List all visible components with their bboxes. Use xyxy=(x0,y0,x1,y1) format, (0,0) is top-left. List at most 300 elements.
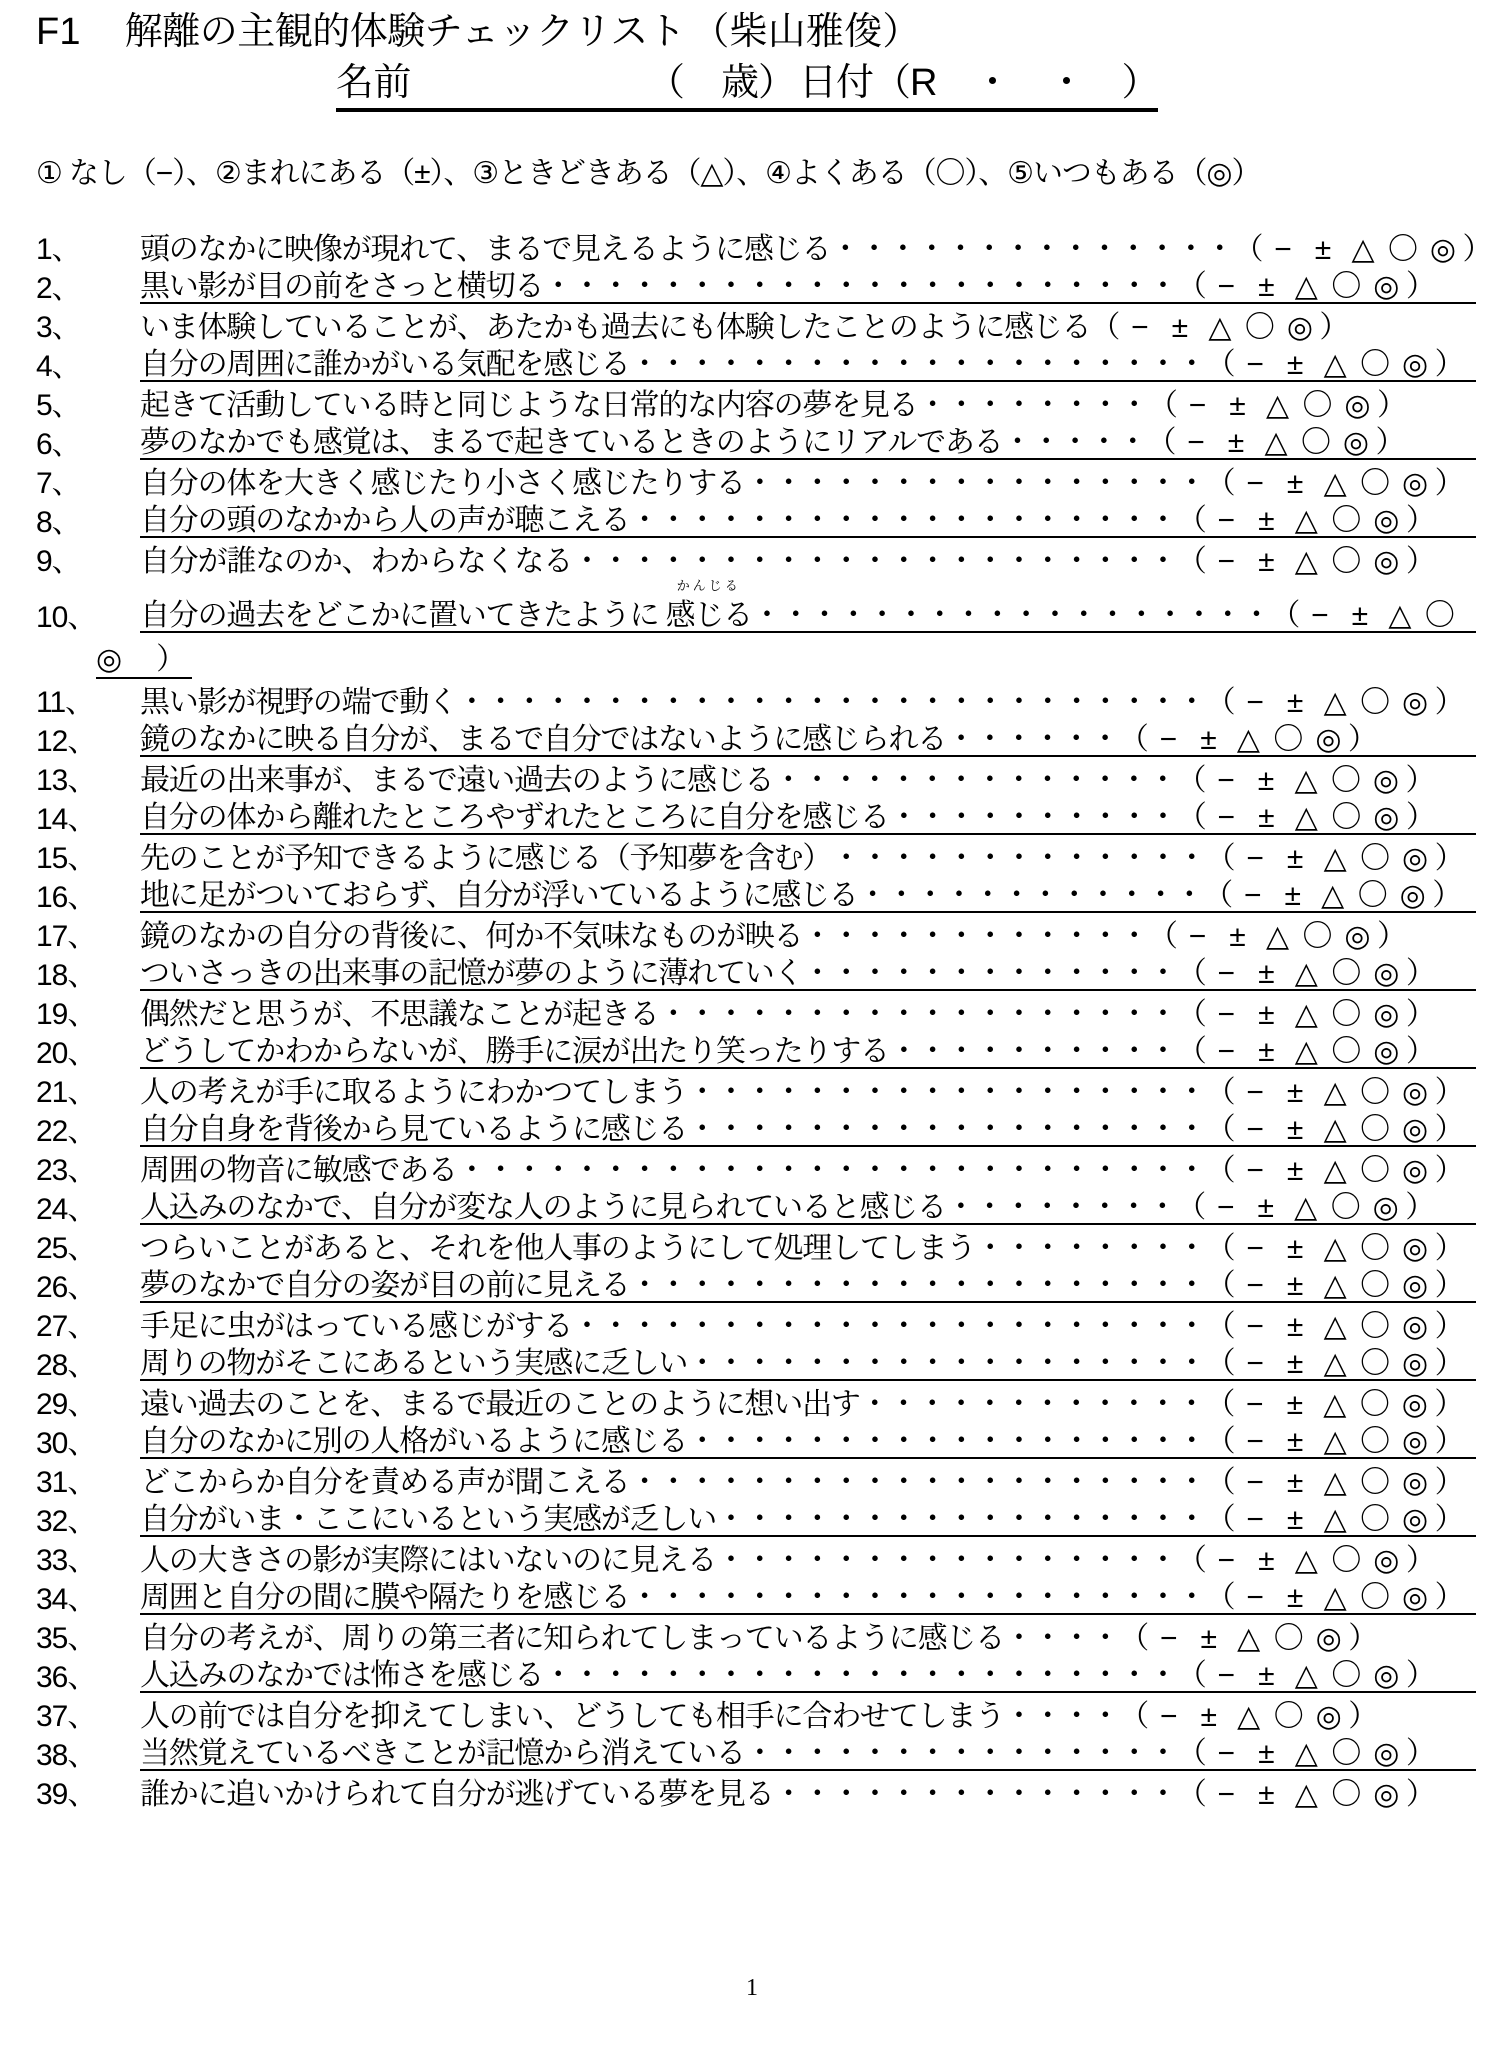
item-statement: いま体験していることが、あたかも過去にも体験したことのように感じる xyxy=(140,311,1091,345)
rating-option-4[interactable]: 〇 xyxy=(1360,686,1390,720)
rating-option-1[interactable]: − xyxy=(1246,842,1263,876)
rating-option-2[interactable]: ± xyxy=(1286,1113,1303,1147)
rating-option-3[interactable]: △ xyxy=(1294,1778,1317,1812)
rating-option-4[interactable]: 〇 xyxy=(1360,348,1390,382)
rating-option-4[interactable]: 〇 xyxy=(1360,1269,1390,1303)
scale-open-paren: （ xyxy=(1176,764,1206,798)
rating-option-3[interactable]: △ xyxy=(1265,389,1289,423)
rating-option-3[interactable]: △ xyxy=(1294,270,1317,304)
rating-option-4[interactable]: 〇 xyxy=(1360,842,1390,876)
rating-option-2[interactable]: ± xyxy=(1258,545,1274,579)
item-body xyxy=(140,1271,1476,1303)
date-field[interactable]: 日付（R ・ ・ ） xyxy=(799,61,1159,104)
rating-option-3[interactable]: △ xyxy=(1294,801,1317,835)
rating-option-3[interactable]: △ xyxy=(1236,723,1259,757)
rating-option-4[interactable]: 〇 xyxy=(1301,426,1330,460)
item-statement: 自分の考えが、周りの第三者に知られてしまっているように感じる xyxy=(140,1622,1004,1656)
rating-option-4[interactable]: 〇 xyxy=(1331,764,1361,798)
rating-option-5[interactable]: ◎ xyxy=(1373,1659,1399,1693)
rating-option-5[interactable]: ◎ xyxy=(1402,1113,1428,1147)
rating-option-4[interactable]: 〇 xyxy=(1330,1191,1360,1225)
rating-option-1[interactable]: − xyxy=(1246,348,1263,382)
rating-option-2[interactable]: ± xyxy=(1171,311,1188,345)
item-body xyxy=(140,235,1492,265)
rating-option-2[interactable]: ± xyxy=(1351,599,1368,633)
rating-option-2[interactable]: ± xyxy=(1258,1737,1274,1771)
item-number: 26、 xyxy=(36,1271,97,1305)
rating-option-5[interactable]: ◎ xyxy=(1315,1700,1341,1734)
rating-option-5[interactable]: ◎ xyxy=(1402,1269,1428,1303)
rating-option-1[interactable]: − xyxy=(1246,1076,1263,1110)
item-statement: 手足に虫がはっている感じがする xyxy=(140,1310,572,1344)
rating-option-3[interactable]: △ xyxy=(1323,348,1346,382)
rating-option-2[interactable]: ± xyxy=(1229,389,1245,423)
scale-open-paren: （ xyxy=(1176,1544,1206,1578)
rating-option-2[interactable]: ± xyxy=(1200,1622,1216,1656)
rating-option-4[interactable]: 〇 xyxy=(1360,1076,1390,1110)
rating-option-4[interactable]: 〇 xyxy=(1331,1035,1361,1069)
checklist-item xyxy=(36,952,1476,991)
item-number: 12、 xyxy=(36,725,97,759)
leader-dots: ・・・・・・・・・・・・・・・・・・・・ xyxy=(629,1466,1206,1500)
rating-option-3[interactable]: △ xyxy=(1323,1269,1346,1303)
item-number: 35、 xyxy=(36,1622,97,1656)
rating-option-1[interactable]: − xyxy=(1217,1544,1235,1578)
rating-option-2[interactable]: ± xyxy=(1286,686,1303,720)
rating-option-4[interactable]: 〇 xyxy=(1388,233,1418,267)
rating-option-4[interactable]: 〇 xyxy=(1360,1232,1390,1266)
rating-option-5[interactable]: ◎ xyxy=(1399,879,1425,913)
rating-option-2[interactable]: ± xyxy=(1258,1659,1274,1693)
rating-option-3[interactable]: △ xyxy=(1294,1737,1317,1771)
item-statement: 周囲と自分の間に膜や隔たりを感じる xyxy=(140,1581,630,1615)
rating-option-5[interactable]: ◎ xyxy=(1286,311,1312,345)
rating-option-5[interactable]: ◎ xyxy=(1373,1035,1399,1069)
rating-option-1[interactable]: − xyxy=(1131,311,1148,345)
rating-scale xyxy=(1177,1546,1435,1576)
scale-close-paren: ） xyxy=(1348,1700,1378,1734)
item-body xyxy=(140,1115,1476,1147)
rating-option-1[interactable]: − xyxy=(1187,426,1204,460)
rating-option-4[interactable]: 〇 xyxy=(1360,1466,1390,1500)
checklist-item xyxy=(36,1654,1476,1693)
item-number: 25、 xyxy=(36,1232,97,1266)
rating-option-1[interactable]: − xyxy=(1217,1737,1235,1771)
rating-option-4[interactable]: 〇 xyxy=(1331,504,1361,538)
item-number: 6、 xyxy=(36,428,81,462)
rating-option-3[interactable]: △ xyxy=(1265,920,1289,954)
rating-option-1[interactable]: − xyxy=(1217,545,1235,579)
item-statement: 自分のなかに別の人格がいるように感じる xyxy=(140,1425,688,1459)
rating-option-2[interactable]: ± xyxy=(1286,1310,1303,1344)
rating-option-2[interactable]: ± xyxy=(1229,920,1245,954)
checklist-item xyxy=(36,835,1476,874)
scale-open-paren: （ xyxy=(1176,270,1206,304)
scale-open-paren: （ xyxy=(1205,1154,1235,1188)
rating-option-1[interactable]: − xyxy=(1216,1191,1234,1225)
rating-option-4[interactable]: 〇 xyxy=(1357,879,1387,913)
scale-close-paren: ） xyxy=(1434,1310,1464,1344)
rating-option-1[interactable]: − xyxy=(1246,1113,1263,1147)
rating-option-4[interactable]: 〇 xyxy=(1331,270,1361,304)
item-body xyxy=(140,1000,1476,1030)
rating-option-4[interactable]: 〇 xyxy=(1331,1737,1361,1771)
rating-option-1[interactable]: − xyxy=(1217,270,1235,304)
checklist-item xyxy=(36,1264,1476,1303)
checklist-item xyxy=(36,304,1476,343)
rating-option-5[interactable]: ◎ xyxy=(1315,723,1341,757)
age-field[interactable]: （ 歳） xyxy=(647,61,796,104)
item-statement: 人の大きさの影が実際にはいないのに見える xyxy=(140,1544,716,1578)
rating-option-3[interactable]: △ xyxy=(1208,311,1231,345)
rating-option-1[interactable]: − xyxy=(1217,764,1234,798)
rating-option-5[interactable]: ◎ xyxy=(1402,1425,1428,1459)
rating-option-2[interactable]: ± xyxy=(1257,1191,1273,1225)
scale-open-paren: （ xyxy=(1176,957,1206,991)
scale-close-paren: ） xyxy=(1405,1659,1435,1693)
rating-option-5[interactable]: ◎ xyxy=(1373,957,1399,991)
checklist-item xyxy=(36,538,1476,577)
item-body xyxy=(140,1156,1476,1186)
rating-option-1[interactable]: − xyxy=(1246,686,1263,720)
rating-option-5[interactable]: ◎ xyxy=(1401,1388,1427,1422)
leader-dots: ・・・・・・・・・・・・・・・・・ xyxy=(716,1503,1206,1537)
rating-option-5[interactable]: ◎ xyxy=(1402,348,1428,382)
rating-option-2[interactable]: ± xyxy=(1258,1778,1274,1812)
rating-option-3[interactable]: △ xyxy=(1388,599,1411,633)
rating-option-4[interactable]: 〇 xyxy=(1359,1388,1389,1422)
rating-option-4[interactable]: 〇 xyxy=(1360,1310,1390,1344)
scale-open-paren: （ xyxy=(1205,842,1235,876)
item-body xyxy=(140,1661,1476,1693)
rating-option-3[interactable]: △ xyxy=(1323,1113,1346,1147)
rating-option-4[interactable]: 〇 xyxy=(1331,1778,1361,1812)
item-number: 10、 xyxy=(36,601,97,635)
rating-option-1[interactable]: − xyxy=(1311,599,1328,633)
rating-option-2[interactable]: ± xyxy=(1258,957,1274,991)
rating-scale xyxy=(1147,428,1405,458)
rating-option-4[interactable]: 〇 xyxy=(1360,1347,1390,1381)
leader-dots: ・・・・・・・・・・・・ xyxy=(857,879,1204,913)
rating-option-3[interactable]: △ xyxy=(1323,1232,1346,1266)
name-age-date-underline xyxy=(336,61,1158,113)
rating-option-3[interactable]: △ xyxy=(1294,998,1317,1032)
rating-option-5[interactable]: ◎ xyxy=(1429,233,1456,267)
rating-option-4[interactable]: 〇 xyxy=(1302,389,1332,423)
checklist-item xyxy=(36,382,1476,421)
rating-option-4[interactable]: 〇 xyxy=(1331,1659,1361,1693)
rating-option-1[interactable]: − xyxy=(1246,1347,1263,1381)
rating-option-5[interactable]: ◎ xyxy=(1373,1544,1399,1578)
rating-option-1[interactable]: − xyxy=(1217,1659,1235,1693)
rating-option-5[interactable]: ◎ xyxy=(1402,1581,1428,1615)
rating-option-2[interactable]: ± xyxy=(1258,270,1274,304)
rating-option-5[interactable]: ◎ xyxy=(1402,1154,1428,1188)
rating-option-1[interactable]: − xyxy=(1188,389,1206,423)
rating-scale xyxy=(1177,1739,1435,1769)
rating-option-4[interactable]: 〇 xyxy=(1331,998,1361,1032)
rating-option-2[interactable]: ± xyxy=(1258,1544,1274,1578)
leader-dots: ・・・・・・・・・・・・ xyxy=(802,920,1149,954)
rating-option-3[interactable]: △ xyxy=(1323,1154,1346,1188)
rating-option-5[interactable]: ◎ xyxy=(1373,545,1399,579)
item-statement: 人込みのなかでは怖さを感じる xyxy=(140,1659,544,1693)
rating-option-4[interactable]: 〇 xyxy=(1273,1622,1303,1656)
rating-option-2[interactable]: ± xyxy=(1227,426,1244,460)
item-number: 19、 xyxy=(36,998,97,1032)
rating-option-2[interactable]: ± xyxy=(1314,233,1331,267)
rating-option-1[interactable]: − xyxy=(1217,998,1235,1032)
rating-option-2[interactable]: ± xyxy=(1286,1388,1303,1422)
rating-option-4[interactable]: 〇 xyxy=(1331,545,1361,579)
rating-option-1[interactable]: − xyxy=(1159,1700,1177,1734)
item-number: 24、 xyxy=(36,1193,97,1227)
rating-scale-wrapped[interactable]: ◎ ） xyxy=(96,645,192,679)
rating-option-5[interactable]: ◎ xyxy=(1344,389,1370,423)
rating-option-1[interactable]: − xyxy=(1217,504,1235,538)
item-body xyxy=(140,1427,1476,1459)
rating-option-5[interactable]: ◎ xyxy=(1373,1778,1399,1812)
checklist-item xyxy=(36,421,1476,460)
rating-option-5[interactable]: ◎ xyxy=(1373,1737,1399,1771)
rating-option-5[interactable]: ◎ xyxy=(1402,467,1428,501)
checklist-item xyxy=(36,1381,1476,1420)
item-body xyxy=(140,428,1476,460)
scale-open-paren: （ xyxy=(1205,1269,1235,1303)
rating-option-4[interactable]: 〇 xyxy=(1244,311,1274,345)
scale-close-paren: ） xyxy=(1432,879,1462,913)
rating-option-1[interactable]: − xyxy=(1217,801,1235,835)
rating-option-1[interactable]: − xyxy=(1274,233,1291,267)
item-statement: 黒い影が目の前をさっと横切る xyxy=(140,270,544,304)
rating-option-5[interactable]: ◎ xyxy=(1315,1622,1341,1656)
page-title: 解離の主観的体験チェックリスト xyxy=(124,11,686,53)
item-statement: 自分の体から離れたところやずれたところに自分を感じる xyxy=(140,801,889,835)
rating-option-1[interactable]: − xyxy=(1246,1503,1263,1537)
rating-option-5[interactable]: ◎ xyxy=(1372,764,1399,798)
scale-close-paren: ） xyxy=(1405,1544,1435,1578)
rating-option-2[interactable]: ± xyxy=(1284,879,1300,913)
rating-option-1[interactable]: − xyxy=(1243,879,1261,913)
scale-open-paren: （ xyxy=(1176,545,1206,579)
checklist-item xyxy=(36,1537,1476,1576)
rating-option-3[interactable]: △ xyxy=(1294,957,1317,991)
rating-option-5[interactable]: ◎ xyxy=(1372,1191,1398,1225)
rating-option-2[interactable]: ± xyxy=(1286,1076,1303,1110)
leader-dots: ・・・・・・・・・・・・・・・・・・ xyxy=(687,1425,1206,1459)
rating-option-3[interactable]: △ xyxy=(1323,467,1346,501)
rating-option-2[interactable]: ± xyxy=(1286,1503,1303,1537)
rating-option-5[interactable]: ◎ xyxy=(1402,842,1428,876)
rating-option-2[interactable]: ± xyxy=(1286,1425,1303,1459)
scale-close-paren: ） xyxy=(1434,1347,1464,1381)
rating-option-5[interactable]: ◎ xyxy=(1402,1466,1428,1500)
rating-option-3[interactable]: △ xyxy=(1323,1388,1346,1422)
rating-option-2[interactable]: ± xyxy=(1286,348,1303,382)
rating-option-4[interactable]: 〇 xyxy=(1360,467,1390,501)
rating-option-4[interactable]: 〇 xyxy=(1331,957,1361,991)
leader-dots: ・・・・ xyxy=(1004,1622,1120,1656)
item-statement: 夢のなかで自分の姿が目の前に見える xyxy=(140,1269,630,1303)
item-statement: 誰かに追いかけられて自分が逃げている夢を見る xyxy=(140,1778,774,1812)
scale-open-paren: （ xyxy=(1176,1659,1206,1693)
rating-option-3[interactable]: △ xyxy=(1323,842,1346,876)
rating-option-5[interactable]: ◎ xyxy=(1373,801,1399,835)
rating-option-3[interactable]: △ xyxy=(1294,504,1317,538)
rating-option-1[interactable]: − xyxy=(1246,1154,1263,1188)
rating-option-3[interactable]: △ xyxy=(1237,1700,1260,1734)
item-body xyxy=(140,272,1476,304)
rating-option-4[interactable]: 〇 xyxy=(1360,1503,1390,1537)
title-row xyxy=(36,10,1476,55)
rating-option-2[interactable]: ± xyxy=(1286,1347,1303,1381)
rating-option-3[interactable]: △ xyxy=(1294,545,1317,579)
rating-option-1[interactable]: − xyxy=(1246,1581,1263,1615)
item-number: 39、 xyxy=(36,1778,97,1812)
rating-scale xyxy=(1206,1427,1464,1457)
leader-dots: ・・・・・・・・・・・・・・・・・・・・ xyxy=(629,1269,1206,1303)
rating-option-1[interactable]: − xyxy=(1246,1310,1263,1344)
rating-option-3[interactable]: △ xyxy=(1321,879,1344,913)
scale-open-paren: （ xyxy=(1205,348,1235,382)
rating-option-3[interactable]: △ xyxy=(1323,1503,1346,1537)
rating-option-2[interactable]: ± xyxy=(1200,1700,1216,1734)
rating-option-1[interactable]: − xyxy=(1188,920,1206,954)
scale-open-paren: （ xyxy=(1148,920,1178,954)
rating-option-4[interactable]: 〇 xyxy=(1273,723,1303,757)
rating-option-4[interactable]: 〇 xyxy=(1360,1113,1390,1147)
rating-option-3[interactable]: △ xyxy=(1323,1581,1346,1615)
rating-option-4[interactable]: 〇 xyxy=(1424,599,1454,633)
rating-option-4[interactable]: 〇 xyxy=(1302,920,1332,954)
scale-open-paren: （ xyxy=(1176,801,1206,835)
rating-option-3[interactable]: △ xyxy=(1294,1035,1317,1069)
rating-option-1[interactable]: − xyxy=(1246,1425,1263,1459)
rating-option-2[interactable]: ± xyxy=(1258,998,1274,1032)
item-body xyxy=(140,1739,1476,1771)
checklist-item xyxy=(36,1693,1476,1732)
scale-close-paren: ） xyxy=(1434,1425,1464,1459)
leader-dots: ・・・・・・・・・・・・・・・・ xyxy=(716,1544,1177,1578)
rating-option-3[interactable]: △ xyxy=(1323,686,1346,720)
rating-option-2[interactable]: ± xyxy=(1258,1035,1274,1069)
rating-option-2[interactable]: ± xyxy=(1286,1269,1303,1303)
rating-option-1[interactable]: − xyxy=(1246,1466,1263,1500)
rating-option-1[interactable]: − xyxy=(1159,723,1177,757)
rating-option-1[interactable]: − xyxy=(1159,1622,1177,1656)
leader-dots: ・・・・・・・・・・・・・ xyxy=(802,957,1177,991)
item-number: 28、 xyxy=(36,1349,97,1383)
rating-option-4[interactable]: 〇 xyxy=(1273,1700,1303,1734)
rating-option-5[interactable]: ◎ xyxy=(1402,686,1428,720)
rating-option-2[interactable]: ± xyxy=(1200,723,1216,757)
rating-option-3[interactable]: △ xyxy=(1323,1347,1346,1381)
rating-option-4[interactable]: 〇 xyxy=(1360,1581,1390,1615)
rating-option-5[interactable]: ◎ xyxy=(1402,1347,1428,1381)
scale-close-paren: ） xyxy=(1434,1388,1464,1422)
rating-option-4[interactable]: 〇 xyxy=(1331,1544,1361,1578)
rating-option-2[interactable]: ± xyxy=(1258,801,1274,835)
rating-scale xyxy=(1206,1468,1464,1498)
rating-scale xyxy=(1177,272,1435,302)
item-statement: 鏡のなかに映る自分が、まるで自分ではないように感じられる xyxy=(140,723,947,757)
rating-option-5[interactable]: ◎ xyxy=(1344,920,1370,954)
item-body xyxy=(140,1546,1476,1576)
item-number: 3、 xyxy=(36,311,81,345)
scale-close-paren: ） xyxy=(1434,1503,1464,1537)
rating-option-1[interactable]: − xyxy=(1246,467,1263,501)
form-code: F1 xyxy=(36,11,81,53)
leader-dots: ・・・・・・・・・・・・・・・・・・・・・・ xyxy=(572,1310,1206,1344)
rating-option-1[interactable]: − xyxy=(1217,1778,1235,1812)
scale-open-paren: （ xyxy=(1203,879,1233,913)
scale-open-paren: （ xyxy=(1205,686,1235,720)
item-number: 31、 xyxy=(36,1466,97,1500)
rating-option-5[interactable]: ◎ xyxy=(1402,1076,1428,1110)
item-number: 11、 xyxy=(36,686,95,720)
rating-option-5[interactable]: ◎ xyxy=(1402,1232,1428,1266)
rating-option-2[interactable]: ± xyxy=(1286,1466,1303,1500)
rating-scale xyxy=(1206,1078,1464,1108)
rating-option-1[interactable]: − xyxy=(1217,1035,1235,1069)
item-number: 7、 xyxy=(36,467,81,501)
leader-dots: ・・・・・・・・ xyxy=(917,389,1149,423)
scale-open-paren: （ xyxy=(1205,1347,1235,1381)
rating-option-3[interactable]: △ xyxy=(1323,1466,1346,1500)
rating-option-5[interactable]: ◎ xyxy=(1342,426,1369,460)
rating-option-2[interactable]: ± xyxy=(1286,1232,1303,1266)
leader-dots: ・・・・・・・・・・・・・・・ xyxy=(744,1737,1177,1771)
rating-option-5[interactable]: ◎ xyxy=(1373,998,1399,1032)
rating-option-3[interactable]: △ xyxy=(1294,1191,1317,1225)
leader-dots: ・・・・ xyxy=(1004,1700,1120,1734)
rating-option-4[interactable]: 〇 xyxy=(1360,1154,1390,1188)
rating-option-2[interactable]: ± xyxy=(1286,842,1303,876)
rating-option-5[interactable]: ◎ xyxy=(1373,270,1399,304)
scale-close-paren: ） xyxy=(1348,1622,1378,1656)
rating-option-3[interactable]: △ xyxy=(1264,426,1287,460)
rating-option-5[interactable]: ◎ xyxy=(1402,1503,1428,1537)
rating-option-2[interactable]: ± xyxy=(1258,504,1274,538)
rating-option-3[interactable]: △ xyxy=(1351,233,1374,267)
rating-scale xyxy=(1177,803,1435,833)
rating-option-1[interactable]: − xyxy=(1217,957,1235,991)
rating-option-4[interactable]: 〇 xyxy=(1360,1425,1390,1459)
rating-option-1[interactable]: − xyxy=(1246,1232,1263,1266)
rating-option-3[interactable]: △ xyxy=(1323,1310,1346,1344)
rating-option-3[interactable]: △ xyxy=(1237,1622,1260,1656)
leader-dots: ・・・・・・・・・・・・・・・・・・・・・・ xyxy=(543,1659,1177,1693)
scale-close-paren: ） xyxy=(1434,1232,1464,1266)
rating-option-4[interactable]: 〇 xyxy=(1331,801,1361,835)
item-statement: 周囲の物音に敏感である xyxy=(140,1154,457,1188)
item-body xyxy=(140,844,1476,874)
scale-close-paren: ） xyxy=(1434,467,1464,501)
rating-option-3[interactable]: △ xyxy=(1294,764,1317,798)
rating-option-3[interactable]: △ xyxy=(1323,1425,1346,1459)
rating-option-5[interactable]: ◎ xyxy=(1402,1310,1428,1344)
rating-option-3[interactable]: △ xyxy=(1294,1659,1317,1693)
rating-option-1[interactable]: − xyxy=(1246,1269,1263,1303)
rating-option-5[interactable]: ◎ xyxy=(1373,504,1399,538)
rating-option-1[interactable]: − xyxy=(1246,1388,1263,1422)
rating-option-2[interactable]: ± xyxy=(1286,1154,1303,1188)
rating-option-3[interactable]: △ xyxy=(1323,1076,1346,1110)
rating-option-3[interactable]: △ xyxy=(1294,1544,1317,1578)
rating-option-2[interactable]: ± xyxy=(1286,467,1303,501)
rating-option-2[interactable]: ± xyxy=(1257,764,1274,798)
rating-option-2[interactable]: ± xyxy=(1286,1581,1303,1615)
